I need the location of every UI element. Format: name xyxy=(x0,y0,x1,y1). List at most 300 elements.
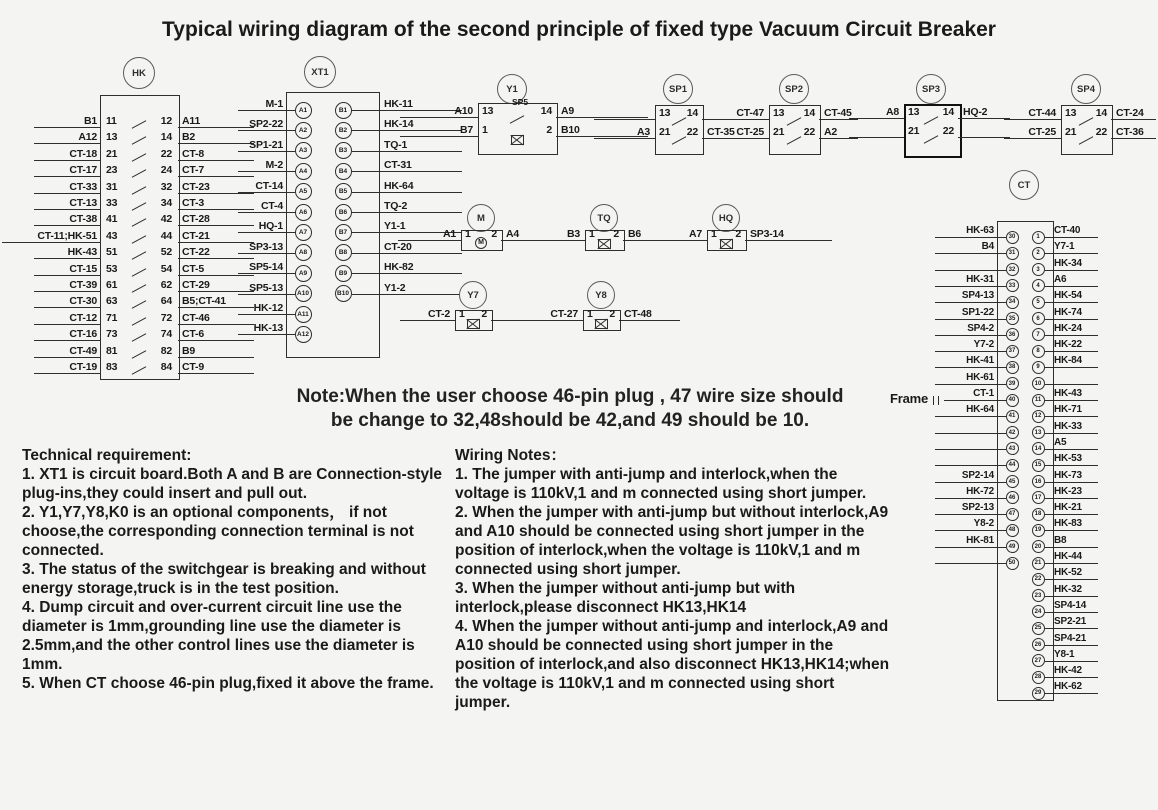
wire xyxy=(34,160,100,161)
component-circle: SP1 xyxy=(663,74,693,104)
terminal-number: 44 xyxy=(160,229,172,242)
wire xyxy=(1045,579,1099,580)
wire xyxy=(34,225,100,226)
terminal-circle: 28 xyxy=(1032,671,1045,684)
wire xyxy=(352,171,463,172)
wire-label: CT-36 xyxy=(1116,126,1144,138)
terminal-number: 24 xyxy=(160,164,172,177)
wire xyxy=(352,294,463,295)
wire-label: CT-14 xyxy=(255,179,283,192)
terminal-circle: 34 xyxy=(1006,296,1019,309)
terminal-number: 13 xyxy=(908,106,920,118)
wire xyxy=(352,151,463,152)
wire-label: CT-13 xyxy=(69,197,97,209)
wire-label: HK-53 xyxy=(1054,453,1082,465)
terminal-number: 2 xyxy=(613,227,619,240)
wire xyxy=(594,138,655,139)
wire xyxy=(935,465,1006,466)
terminal-circle: 29 xyxy=(1032,687,1045,700)
wire xyxy=(238,151,295,152)
technical-item-3: 3. The status of the switchgear is breaking and without energy storage,truck is in the test position. xyxy=(22,561,426,597)
wire xyxy=(238,294,295,295)
terminal-number: 1 xyxy=(589,227,595,240)
wire xyxy=(1045,530,1099,531)
terminal-number: 23 xyxy=(106,164,118,177)
wire-label: HK-13 xyxy=(253,322,283,335)
wire xyxy=(1045,465,1099,466)
terminal-circle: 14 xyxy=(1032,442,1045,455)
wire-label: HK-73 xyxy=(1054,469,1082,481)
wire xyxy=(556,136,648,137)
wire-label: B9 xyxy=(182,344,196,357)
wire xyxy=(518,320,583,321)
wire-label: A5 xyxy=(1054,436,1067,448)
wire-label: CT-28 xyxy=(182,213,210,226)
wire-label: A9 xyxy=(561,105,575,117)
wire-label: HK-63 xyxy=(966,225,994,236)
wire-label: HK-14 xyxy=(384,118,414,131)
terminal-number: 14 xyxy=(686,107,698,119)
wire xyxy=(819,138,858,139)
wire xyxy=(238,212,295,213)
terminal-circle: 42 xyxy=(1006,426,1019,439)
wire-label: B7 xyxy=(459,124,473,136)
wire xyxy=(1045,547,1099,548)
wire-label: HK-32 xyxy=(1054,583,1082,595)
wire xyxy=(745,240,832,241)
component-circle: Y1 xyxy=(497,74,527,104)
wire-label: B4 xyxy=(981,241,994,253)
wire-label: SP3-13 xyxy=(249,240,283,253)
wire-label: TQ-1 xyxy=(384,138,408,151)
terminal-number: 1 xyxy=(482,124,488,136)
terminal-number: 14 xyxy=(540,105,552,117)
terminal-circle: 41 xyxy=(1006,410,1019,423)
wire-label: Y1-1 xyxy=(384,220,406,233)
wire xyxy=(1004,138,1061,139)
wire-label: CT-1 xyxy=(973,388,994,399)
wire-label: Y7-2 xyxy=(973,339,994,351)
terminal-number: 83 xyxy=(106,361,118,373)
wire xyxy=(178,324,254,325)
terminal-number: 1 xyxy=(711,227,717,240)
terminal-circle: 35 xyxy=(1006,312,1019,325)
wiring-heading: Wiring Notes： xyxy=(455,447,566,464)
wire-label: CT-25 xyxy=(1028,126,1056,138)
wire-label: CT-3 xyxy=(182,197,204,209)
wire-label: CT-25 xyxy=(736,126,764,138)
wire-label: SP4-2 xyxy=(967,322,994,334)
wire xyxy=(935,367,1006,368)
wire-label: CT-21 xyxy=(182,229,210,242)
terminal-number: 12 xyxy=(160,115,172,127)
terminal-circle: A8 xyxy=(295,244,312,261)
terminal-number: 13 xyxy=(482,105,494,117)
wire xyxy=(645,240,707,241)
terminal-number: 21 xyxy=(1065,126,1077,138)
wire xyxy=(34,143,100,144)
component-circle: HK xyxy=(123,57,155,89)
terminal-number: 42 xyxy=(160,213,172,226)
wire-label: A6 xyxy=(1054,273,1067,285)
terminal-circle: 1 xyxy=(1032,231,1045,244)
frame-label: Frame xyxy=(889,391,928,406)
terminal-circle: 23 xyxy=(1032,589,1045,602)
wire-label: CT-22 xyxy=(182,246,210,259)
wire-label: HK-61 xyxy=(966,371,994,383)
wire xyxy=(178,127,254,128)
wiring-item-2: 2. When the jumper with anti-jump but without interlock,A9 and A10 should be connected using short jumper in the position of interlock,when the voltage is 110kV,1 and m connected using short jumper. xyxy=(455,504,889,578)
component-circle: SP2 xyxy=(779,74,809,104)
terminal-number: 84 xyxy=(160,361,172,373)
terminal-circle: A11 xyxy=(295,306,312,323)
wire-label: B3 xyxy=(566,227,580,240)
wire xyxy=(238,130,295,131)
wire-label: CT-47 xyxy=(736,107,764,119)
wire-label: HK-64 xyxy=(966,404,994,416)
terminal-circle: 48 xyxy=(1006,524,1019,537)
wire xyxy=(1045,514,1099,515)
wire xyxy=(352,130,463,131)
wire xyxy=(935,563,1006,564)
wire xyxy=(34,340,100,341)
wire-label: A3 xyxy=(636,126,650,138)
terminal-circle: A3 xyxy=(295,142,312,159)
wire xyxy=(1045,384,1099,385)
wire-label: SP1-21 xyxy=(249,138,283,151)
terminal-circle: 47 xyxy=(1006,508,1019,521)
wire-label: CT-23 xyxy=(182,180,210,193)
wire xyxy=(935,514,1006,515)
wire-label: A12 xyxy=(78,131,97,144)
wire xyxy=(34,357,100,358)
component-circle: XT1 xyxy=(304,56,336,88)
wire-label: A10 xyxy=(454,105,473,117)
terminal-circle: A9 xyxy=(295,265,312,282)
terminal-number: 13 xyxy=(106,131,118,144)
wire xyxy=(1045,302,1099,303)
wire-label: HK-34 xyxy=(1054,257,1082,269)
wire-label: B8 xyxy=(1054,534,1067,546)
wire-label: Y8-1 xyxy=(1054,648,1075,660)
terminal-circle: 22 xyxy=(1032,573,1045,586)
wire xyxy=(935,270,1006,271)
coil-symbol xyxy=(467,319,480,329)
wire-label: SP2-14 xyxy=(961,469,994,481)
frame-ground-symbol xyxy=(938,396,939,405)
terminal-circle: 49 xyxy=(1006,540,1019,553)
technical-item-2: 2. Y1,Y7,Y8,K0 is an optional components， if not choose,the corresponding connection terminal is not connected. xyxy=(22,504,414,559)
wire-label: HK-74 xyxy=(1054,306,1082,318)
terminal-circle: 6 xyxy=(1032,312,1045,325)
wire xyxy=(849,137,904,138)
wire-label: HK-62 xyxy=(1054,681,1082,693)
wire xyxy=(935,449,1006,450)
terminal-circle: A1 xyxy=(295,102,312,119)
wire xyxy=(178,258,254,259)
motor-symbol: M xyxy=(475,237,487,249)
terminal-number: 22 xyxy=(942,125,954,137)
wire xyxy=(1045,563,1099,564)
technical-heading: Technical requirement: xyxy=(22,447,192,464)
wire-label: HK-31 xyxy=(966,273,994,285)
wiring-item-3: 3. When the jumper without anti-jump but with interlock,please disconnect HK13,HK14 xyxy=(455,580,796,616)
terminal-number: 63 xyxy=(106,295,118,308)
wire xyxy=(1045,416,1099,417)
wire-label: B5;CT-41 xyxy=(182,295,226,308)
component-circle: SP4 xyxy=(1071,74,1101,104)
wire xyxy=(400,117,478,118)
wire-label: SP4-21 xyxy=(1054,632,1087,644)
wire-label: CT-39 xyxy=(69,279,97,291)
wire-label: SP3-14 xyxy=(750,227,784,240)
wire-label: HK-12 xyxy=(253,302,283,314)
wire xyxy=(34,193,100,194)
terminal-circle: 37 xyxy=(1006,345,1019,358)
terminal-number: 62 xyxy=(160,279,172,291)
wire xyxy=(935,547,1006,548)
wire xyxy=(34,324,100,325)
wire xyxy=(238,171,295,172)
wire-label: CT-38 xyxy=(69,213,97,226)
terminal-circle: A10 xyxy=(295,285,312,302)
terminal-circle: 4 xyxy=(1032,279,1045,292)
terminal-number: 52 xyxy=(160,246,172,259)
terminal-number: 22 xyxy=(1095,126,1107,138)
terminal-number: 61 xyxy=(106,279,118,291)
terminal-circle: B3 xyxy=(335,142,352,159)
technical-requirements xyxy=(22,446,456,693)
wire xyxy=(935,482,1006,483)
wire xyxy=(1111,119,1156,120)
coil-symbol xyxy=(511,135,524,145)
wire-label: Y8-2 xyxy=(973,518,994,530)
wire-label: CT-48 xyxy=(624,307,652,320)
wire xyxy=(34,127,100,128)
terminal-circle: B7 xyxy=(335,224,352,241)
terminal-number: 72 xyxy=(160,311,172,324)
terminal-circle: 38 xyxy=(1006,361,1019,374)
wire xyxy=(178,193,254,194)
wire-label: CT-8 xyxy=(182,147,204,160)
terminal-circle: 18 xyxy=(1032,508,1045,521)
wire xyxy=(238,110,295,111)
wire xyxy=(178,340,254,341)
wire-label: B1 xyxy=(83,115,97,127)
wire-label: HK-43 xyxy=(67,246,97,259)
terminal-number: 71 xyxy=(106,311,118,324)
wire xyxy=(178,291,254,292)
wire xyxy=(34,307,100,308)
wire-label: CT-27 xyxy=(550,307,578,320)
terminal-circle: 50 xyxy=(1006,557,1019,570)
wire xyxy=(935,433,1006,434)
terminal-circle: A2 xyxy=(295,122,312,139)
wire-label: HK-43 xyxy=(1054,388,1082,399)
wire xyxy=(944,400,1006,401)
wire xyxy=(1045,693,1099,694)
terminal-number: 64 xyxy=(160,295,172,308)
wire-label: Y1-2 xyxy=(384,281,406,294)
component-circle: Y8 xyxy=(587,281,615,309)
wire xyxy=(238,253,295,254)
wire xyxy=(178,143,254,144)
terminal-circle: 10 xyxy=(1032,377,1045,390)
wire-label: SP2-13 xyxy=(961,502,994,514)
terminal-number: 41 xyxy=(106,213,118,226)
terminal-number: 51 xyxy=(106,246,118,259)
wire xyxy=(398,240,461,241)
wire xyxy=(400,136,478,137)
terminal-circle: 25 xyxy=(1032,622,1045,635)
coil-symbol xyxy=(598,239,611,249)
wire xyxy=(352,273,463,274)
wire-label: B6 xyxy=(628,227,642,240)
note-text xyxy=(252,385,888,433)
terminal-circle: 32 xyxy=(1006,263,1019,276)
terminal-circle: 26 xyxy=(1032,638,1045,651)
terminal-circle: 30 xyxy=(1006,231,1019,244)
wire-label: CT-29 xyxy=(182,279,210,291)
terminal-circle: 40 xyxy=(1006,394,1019,407)
wire xyxy=(178,209,254,210)
wire-label: SP1-22 xyxy=(961,306,994,318)
wire-label: HK-11 xyxy=(384,98,413,110)
terminal-circle: 31 xyxy=(1006,247,1019,260)
terminal-circle: 8 xyxy=(1032,345,1045,358)
wire-label: CT-7 xyxy=(182,164,204,177)
wiring-item-4: 4. When the jumper without anti-jump and interlock,A9 and A10 should be connected using short jumper in the position of interlock,and also disconnect HK13,HK14;when the voltage is 110kV,1 and m connected using short jumper. xyxy=(455,618,890,711)
component-circle: TQ xyxy=(590,204,618,232)
wire xyxy=(1045,482,1099,483)
wire-label: CT-5 xyxy=(182,262,204,275)
wire-label: CT-49 xyxy=(69,344,97,357)
terminal-circle: B5 xyxy=(335,183,352,200)
wire xyxy=(178,225,254,226)
terminal-number: 31 xyxy=(106,180,118,193)
wire-label: SP5-13 xyxy=(249,281,283,294)
terminal-number: 22 xyxy=(160,147,172,160)
wire-label: SP4-14 xyxy=(1054,599,1087,611)
wire xyxy=(352,212,463,213)
wire xyxy=(935,416,1006,417)
wire xyxy=(178,242,254,243)
wire-label: M-1 xyxy=(265,98,283,110)
wire-label: HK-82 xyxy=(384,261,414,274)
terminal-number: 21 xyxy=(659,126,671,138)
wire-label: A1 xyxy=(442,227,456,240)
terminal-circle: B10 xyxy=(335,285,352,302)
wire-label: CT-30 xyxy=(69,295,97,308)
wire xyxy=(400,320,455,321)
terminal-circle: 15 xyxy=(1032,459,1045,472)
wire-label: HK-24 xyxy=(1054,322,1082,334)
terminal-circle: 33 xyxy=(1006,279,1019,292)
wire-label: M-2 xyxy=(265,159,283,172)
terminal-circle: 44 xyxy=(1006,459,1019,472)
terminal-circle: A6 xyxy=(295,204,312,221)
terminal-circle: A7 xyxy=(295,224,312,241)
wire xyxy=(1045,628,1099,629)
wire xyxy=(935,530,1006,531)
coil-symbol xyxy=(595,319,608,329)
wire-label: CT-45 xyxy=(824,107,852,119)
terminal-number: 21 xyxy=(773,126,785,138)
wire-label: HQ-1 xyxy=(258,220,283,233)
wire-label: HK-22 xyxy=(1054,339,1082,351)
wire xyxy=(935,319,1006,320)
wire xyxy=(1045,498,1099,499)
wire-label: TQ-2 xyxy=(384,200,408,212)
wire xyxy=(352,110,463,111)
terminal-number: 13 xyxy=(773,107,785,119)
wire-label: B10 xyxy=(561,124,580,136)
wire-label: HK-84 xyxy=(1054,355,1082,367)
terminal-number: 13 xyxy=(1065,107,1077,119)
wire xyxy=(1045,270,1099,271)
wire xyxy=(1045,367,1099,368)
wire-label: CT-40 xyxy=(1054,225,1081,236)
wire xyxy=(935,384,1006,385)
wire xyxy=(2,242,100,243)
wire xyxy=(935,286,1006,287)
terminal-circle: 36 xyxy=(1006,328,1019,341)
wire xyxy=(935,253,1006,254)
component-circle: HQ xyxy=(712,204,740,232)
terminal-circle: 3 xyxy=(1032,263,1045,276)
wire xyxy=(1111,138,1156,139)
wire xyxy=(935,335,1006,336)
wire-label: CT-19 xyxy=(69,361,97,373)
wire-label: SP5-14 xyxy=(249,261,283,274)
wire xyxy=(34,176,100,177)
wiring-item-1: 1. The jumper with anti-jump and interlock,when the voltage is 110kV,1 and m connected using short jumper. xyxy=(455,466,867,502)
wire xyxy=(1045,661,1099,662)
wire-label: HK-21 xyxy=(1054,502,1082,514)
terminal-circle: B2 xyxy=(335,122,352,139)
wire xyxy=(178,307,254,308)
terminal-circle: A5 xyxy=(295,183,312,200)
wire xyxy=(178,357,254,358)
wire xyxy=(34,275,100,276)
wire xyxy=(520,240,585,241)
terminal-number: 11 xyxy=(106,115,117,127)
wire-label: HK-52 xyxy=(1054,567,1082,579)
component-circle: M xyxy=(467,204,495,232)
wire-label: HQ-2 xyxy=(963,106,988,118)
terminal-circle: 13 xyxy=(1032,426,1045,439)
terminal-number: 22 xyxy=(686,126,698,138)
wire xyxy=(352,192,463,193)
terminal-circle: 16 xyxy=(1032,475,1045,488)
wire xyxy=(619,320,680,321)
terminal-circle: 9 xyxy=(1032,361,1045,374)
wire-label: CT-4 xyxy=(261,200,283,212)
diagram-title: Typical wiring diagram of the second principle of fixed type Vacuum Circuit Breaker xyxy=(162,18,996,41)
terminal-number: 34 xyxy=(160,197,172,209)
terminal-circle: B6 xyxy=(335,204,352,221)
wire-label: CT-35 xyxy=(707,126,735,138)
terminal-circle: 2 xyxy=(1032,247,1045,260)
wire xyxy=(1004,119,1061,120)
wire-label: HK-81 xyxy=(966,534,994,546)
wire-label: HK-83 xyxy=(1054,518,1082,530)
terminal-circle: A4 xyxy=(295,163,312,180)
frame-ground-symbol xyxy=(933,396,934,405)
terminal-circle: 43 xyxy=(1006,442,1019,455)
wire-label: CT-18 xyxy=(69,147,97,160)
wire-label: Y7-1 xyxy=(1054,241,1075,253)
